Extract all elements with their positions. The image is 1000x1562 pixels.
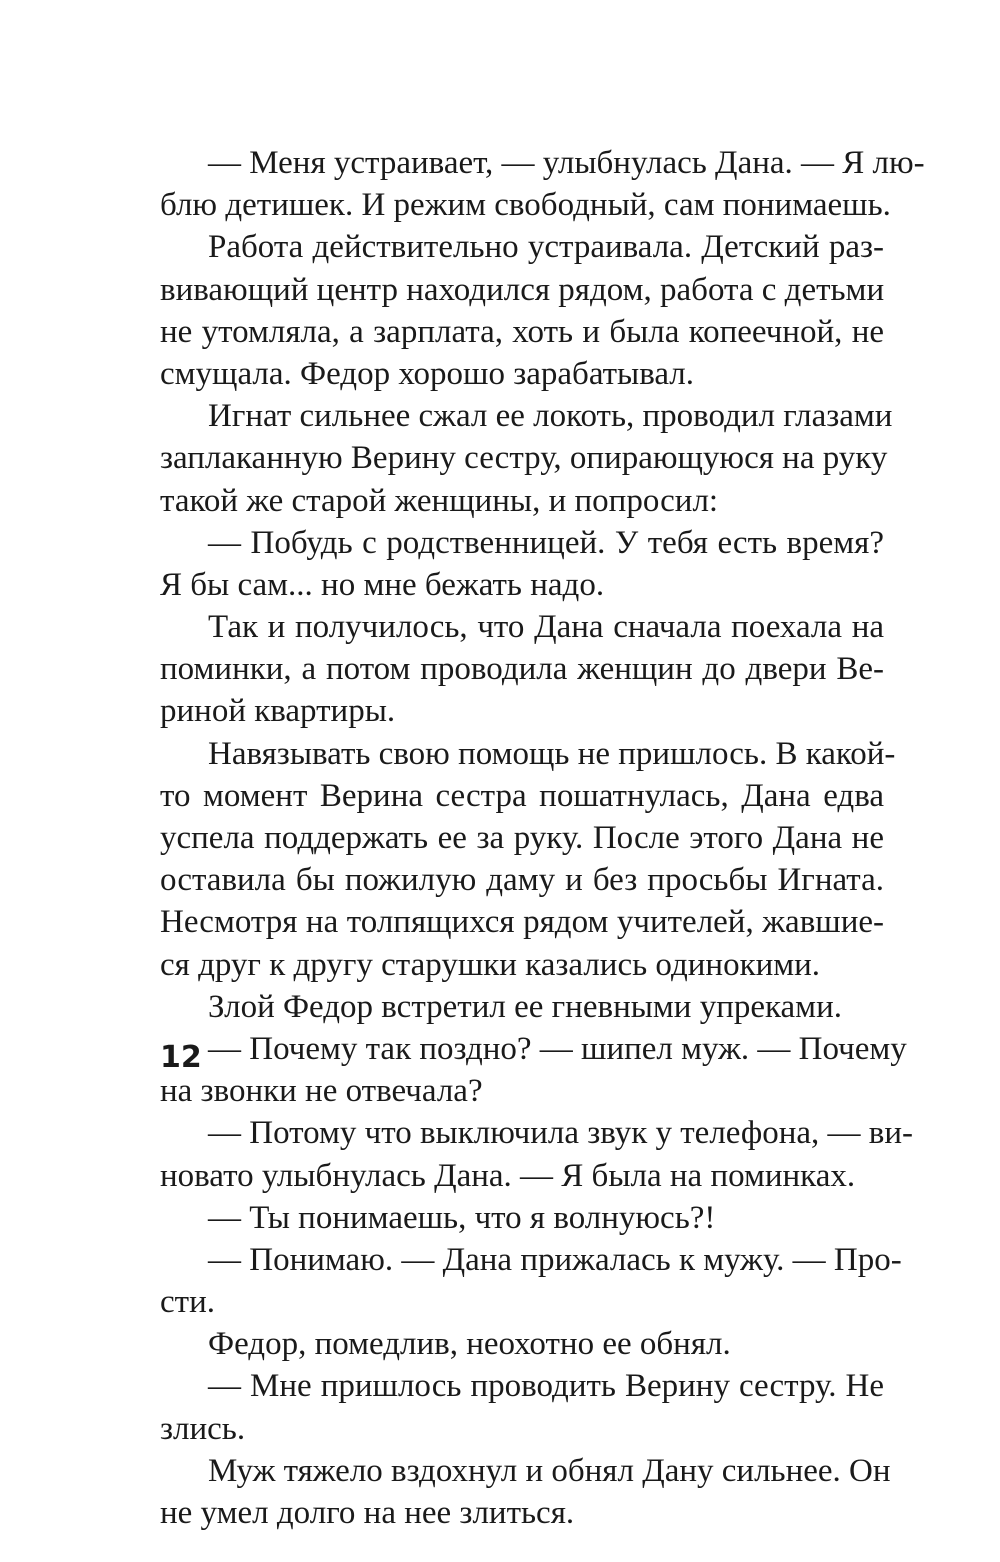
text-line: Навязывать свою помощь не пришлось. В какой- — [208, 735, 896, 772]
text-line: успела поддержать ее за руку. После этого Дана не — [160, 820, 884, 856]
text-line: поминки, а потом проводила женщин до двери Ве- — [160, 651, 884, 688]
text-line: злись. — [160, 1410, 246, 1447]
text-line: ся друг к другу старушки казались одинокими. — [160, 946, 821, 983]
text-line: Я бы сам... но мне бежать надо. — [160, 566, 605, 603]
text-line: то момент Верина сестра пошатнулась, Дана едва — [160, 777, 884, 814]
text-line: Несмотря на толпящихся рядом учителей, жавшие- — [160, 904, 884, 941]
text-line: Злой Федор встретил ее гневными упреками. — [208, 988, 842, 1025]
body-text — [160, 142, 925, 1534]
page-number: 12 — [160, 1040, 202, 1075]
text-line: новато улыбнулась Дана. — Я была на поминках. — [160, 1157, 856, 1194]
text-line: — Потому что выключила звук у телефона, — ви- — [208, 1115, 914, 1152]
text-line: на звонки не отвечала? — [160, 1073, 483, 1110]
text-line: Игнат сильнее сжал ее локоть, проводил глазами — [208, 398, 893, 435]
text-line: такой же старой женщины, и попросил: — [160, 482, 719, 519]
text-line: — Ты понимаешь, что я волнуюсь?! — [208, 1199, 716, 1236]
text-line: — Побудь с родственницей. У тебя есть время? — [208, 524, 884, 561]
text-line: Муж тяжело вздохнул и обнял Дану сильнее. Он — [208, 1452, 891, 1489]
text-line: Так и получилось, что Дана сначала поехала на — [208, 609, 884, 646]
text-line: оставила бы пожилую даму и без просьбы Игната. — [160, 862, 884, 899]
text-line: риной квартиры. — [160, 693, 396, 730]
text-line: — Понимаю. — Дана прижалась к мужу. — Про- — [208, 1241, 902, 1278]
text-line: — Почему так поздно? — шипел муж. — Почему — [208, 1030, 907, 1067]
text-line: не утомляла, а зарплата, хоть и была копеечной, не — [160, 313, 884, 350]
text-line: — Меня устраивает, — улыбнулась Дана. — Я лю- — [208, 145, 925, 181]
text-line: заплаканную Верину сестру, опирающуюся на руку — [160, 440, 888, 477]
text-line: — Мне пришлось проводить Верину сестру. Не — [208, 1368, 884, 1405]
text-line: Работа действительно устраивала. Детский раз- — [208, 229, 884, 266]
text-line: Федор, помедлив, неохотно ее обнял. — [208, 1326, 731, 1363]
text-line: сти. — [160, 1284, 215, 1321]
text-line: не умел долго на нее злиться. — [160, 1495, 575, 1531]
text-line: блю детишек. И режим свободный, сам понимаешь. — [160, 187, 891, 224]
text-line: смущала. Федор хорошо зарабатывал. — [160, 355, 695, 392]
text-line: вивающий центр находился рядом, работа с детьми — [160, 271, 885, 308]
